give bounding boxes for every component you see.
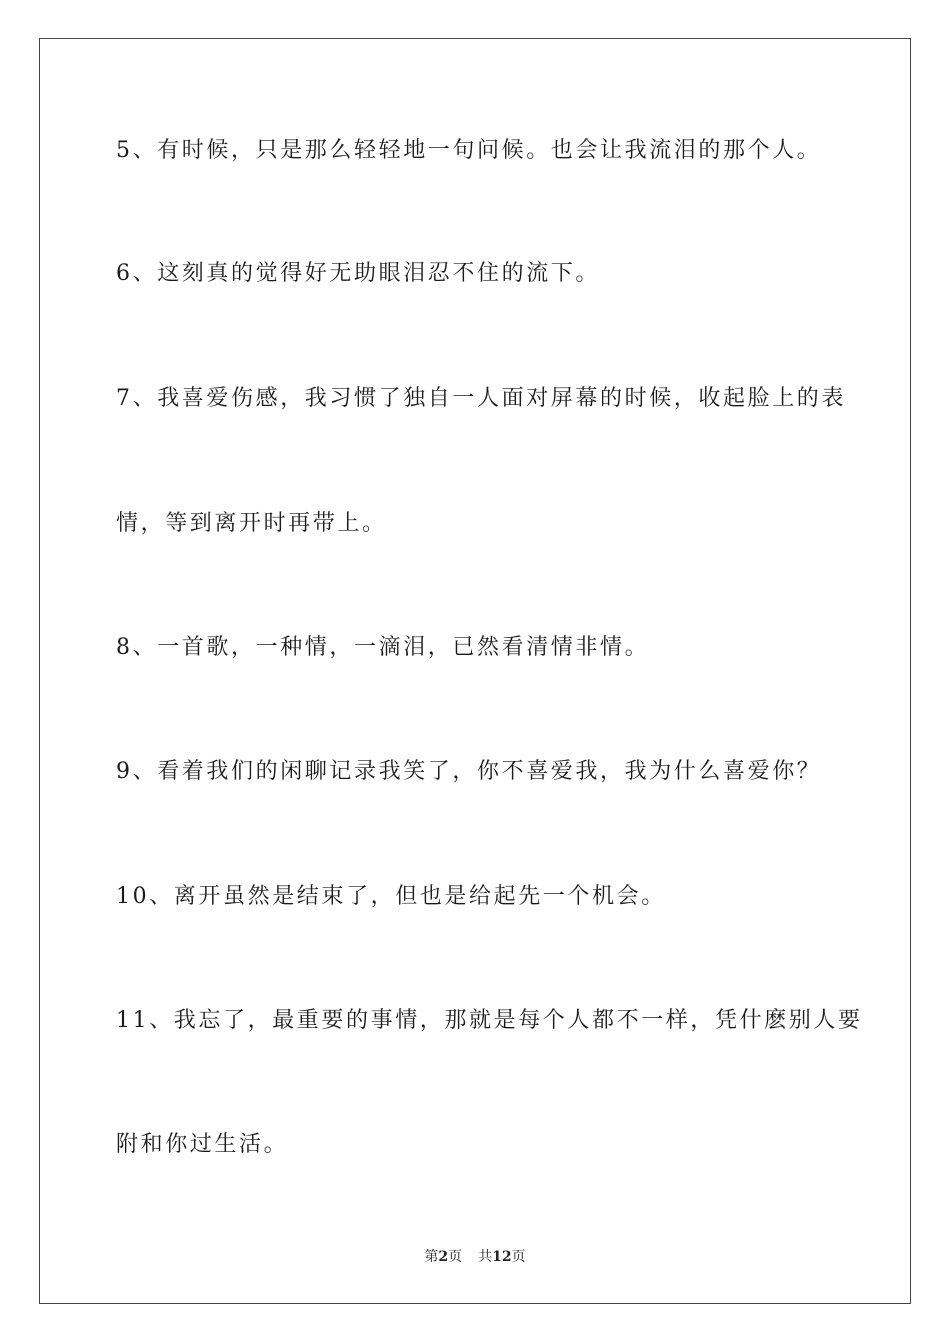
page-number-suffix: 页	[448, 1249, 463, 1265]
page-total-count: 12	[492, 1249, 512, 1265]
page-footer	[0, 1247, 950, 1267]
paragraph-line: 7、我喜爱伤感，我习惯了独自一人面对屏幕的时候，收起脸上的表	[116, 386, 846, 411]
paragraph-line: 8、一首歌，一种情，一滴泪，已然看清情非情。	[116, 635, 650, 660]
page-total-prefix: 共	[478, 1249, 493, 1265]
paragraph-line: 9、看着我们的闲聊记录我笑了，你不喜爱我，我为什么喜爱你？	[116, 759, 822, 784]
page-total-suffix: 页	[511, 1249, 526, 1265]
paragraph-line: 11、我忘了，最重要的事情，那就是每个人都不一样，凭什麽别人要	[116, 1008, 863, 1033]
paragraph-line: 附和你过生活。	[116, 1132, 289, 1157]
paragraph-line: 5、有时候，只是那么轻轻地一句问候。也会让我流泪的那个人。	[116, 138, 822, 163]
paragraph-line: 10、离开虽然是结束了，但也是给起先一个机会。	[116, 884, 666, 909]
page-number-current: 2	[438, 1249, 449, 1265]
paragraph-line: 情，等到离开时再带上。	[116, 511, 387, 536]
page-number-prefix: 第	[424, 1249, 439, 1265]
paragraph-line: 6、这刻真的觉得好无助眼泪忍不住的流下。	[116, 261, 600, 286]
page-border	[39, 38, 911, 1304]
